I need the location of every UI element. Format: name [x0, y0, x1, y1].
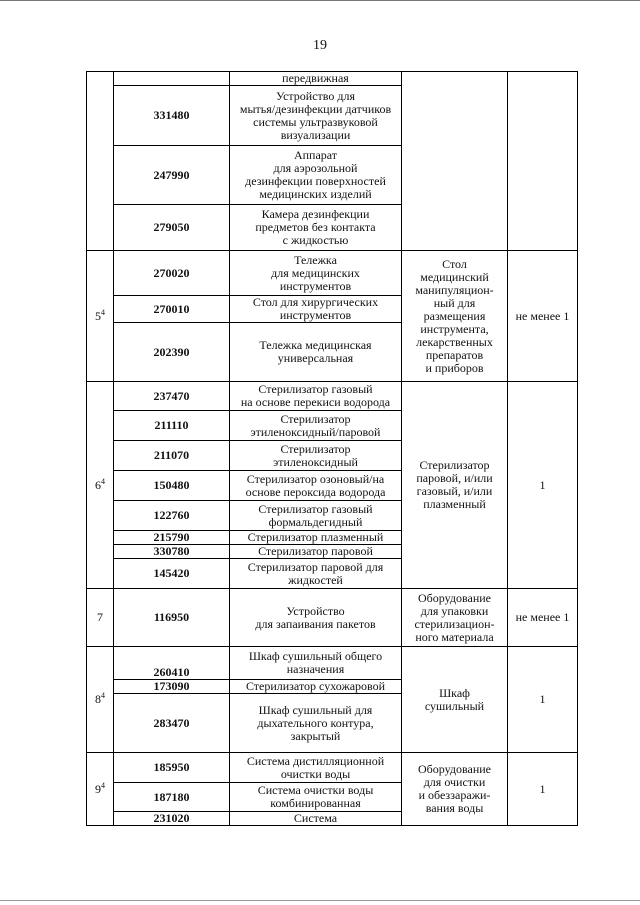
equipment-name	[230, 471, 402, 501]
quantity	[508, 72, 578, 251]
equipment-name-line: этиленоксидный	[273, 454, 358, 469]
table-row	[87, 251, 578, 296]
equipment-name	[230, 694, 402, 753]
equipment-name-line: Шкаф сушильный общего	[248, 649, 383, 663]
equipment-name-line: Стерилизатор газовый	[258, 501, 373, 516]
group-number: 7	[97, 610, 103, 624]
equipment-name-line: Стерилизатор озоновый/на	[246, 471, 385, 486]
equipment-code: 211070	[114, 441, 230, 471]
equipment-name-line: закрытый	[290, 728, 341, 743]
group-number: 6	[95, 477, 101, 492]
equipment-name-line: универсальная	[277, 351, 354, 365]
equipment-name-line: для медицинских	[271, 265, 360, 280]
equipment-code: 215790	[114, 531, 230, 545]
group-number-cell	[87, 72, 114, 251]
equipment-name-line: для аэрозольной	[273, 161, 358, 175]
equipment-code: 173090	[114, 680, 230, 694]
equipment-code: 150480	[114, 471, 230, 501]
footnote-mark: 4	[101, 307, 105, 317]
equipment-name	[230, 531, 402, 545]
equipment-name	[230, 545, 402, 559]
equipment-name-line: жидкостей	[288, 572, 343, 587]
equipment-code: 122760	[114, 501, 230, 531]
equipment-name-line: Стерилизатор	[280, 411, 351, 426]
equipment-name-line: основе пероксида водорода	[245, 484, 386, 499]
equipment-name-line: Система очистки воды	[257, 783, 374, 797]
group-number-cell	[87, 753, 114, 826]
equipment-name-line: комбинированная	[270, 796, 361, 810]
equipment-name	[230, 680, 402, 694]
quantity: не менее 1	[508, 251, 578, 382]
equipment-name-line: с жидкостью	[282, 233, 349, 247]
equipment-name-line: предметов без контакта	[255, 220, 376, 234]
equipment-name-line: Стерилизатор сухожаровой	[245, 679, 386, 693]
group-number-cell	[87, 382, 114, 589]
equipment-type-line: стерилизацион-	[414, 616, 495, 631]
group-number-cell	[87, 647, 114, 753]
equipment-name	[230, 411, 402, 441]
equipment-name-line: визуализации	[280, 127, 351, 142]
equipment-code: 283470	[114, 694, 230, 753]
quantity: 1	[508, 382, 578, 589]
equipment-name	[230, 296, 402, 323]
equipment-name	[230, 589, 402, 647]
equipment-code: 279050	[114, 205, 230, 251]
equipment-type	[402, 589, 508, 647]
equipment-name	[230, 323, 402, 382]
equipment-code: 185950	[114, 753, 230, 783]
group-number-cell	[87, 589, 114, 647]
equipment-code: 202390	[114, 323, 230, 382]
quantity: не менее 1	[508, 589, 578, 647]
equipment-name-line: дыхательного контура,	[257, 715, 374, 730]
equipment-name-line: системы ультразвуковой	[253, 114, 378, 129]
equipment-name	[230, 783, 402, 812]
group-number: 5	[95, 308, 101, 323]
equipment-name-line: мытья/дезинфекции датчиков	[239, 101, 392, 116]
equipment-code	[114, 72, 230, 86]
equipment-type-line: Оборудование	[418, 590, 491, 605]
equipment-name-line: передвижная	[282, 71, 349, 85]
equipment-name	[230, 251, 402, 296]
equipment-name-line: на основе перекиси водорода	[240, 395, 391, 409]
equipment-name-line: назначения	[286, 662, 345, 676]
equipment-name-line: Система дистилляционной	[246, 753, 385, 768]
equipment-type-line: манипуляцион-	[415, 282, 494, 297]
footnote-mark: 4	[101, 476, 105, 486]
equipment-type-line: сушильный	[424, 698, 485, 713]
equipment-type-line: Оборудование	[418, 762, 491, 776]
equipment-name-line: Устройство для	[276, 88, 355, 103]
equipment-type-line: размещения	[423, 308, 486, 323]
equipment-name	[230, 86, 402, 146]
equipment-name-line: этиленоксидный/паровой	[250, 424, 381, 439]
equipment-type-line: для упаковки	[420, 603, 489, 618]
equipment-type	[402, 753, 508, 826]
equipment-name-line: Стерилизатор плазменный	[247, 530, 384, 544]
group-number: 8	[95, 692, 101, 706]
equipment-name-line: очистки воды	[280, 766, 351, 781]
equipment-name	[230, 812, 402, 826]
equipment-name	[230, 72, 402, 86]
equipment-type-line: ного материала	[415, 629, 494, 644]
equipment-type	[402, 72, 508, 251]
equipment-name-line: инструментов	[279, 308, 352, 322]
group-number-cell	[87, 251, 114, 382]
equipment-type-line: для очистки	[423, 775, 486, 789]
equipment-name-line: дезинфекции поверхностей	[245, 174, 386, 188]
equipment-name-line: Тележка	[294, 252, 337, 267]
equipment-code: 187180	[114, 783, 230, 812]
group-number: 9	[95, 781, 101, 796]
table-row	[87, 589, 578, 647]
equipment-type-line: ный для	[433, 295, 476, 310]
equipment-type-line: паровой, и/или	[416, 471, 493, 485]
equipment-type-line: вания воды	[425, 801, 484, 815]
equipment-type-line: Стерилизатор	[419, 458, 490, 472]
equipment-name-line: Стерилизатор	[280, 441, 351, 456]
equipment-name-line: инструментов	[279, 278, 352, 293]
page-bottom-edge	[0, 900, 640, 901]
table-row	[87, 647, 578, 680]
equipment-name-line: Система	[293, 811, 338, 825]
equipment-type	[402, 251, 508, 382]
equipment-code: 237470	[114, 382, 230, 411]
equipment-table	[86, 71, 578, 826]
equipment-code: 331480	[114, 86, 230, 146]
equipment-name	[230, 753, 402, 783]
equipment-name-line: Устройство	[286, 603, 345, 618]
equipment-code: 247990	[114, 146, 230, 205]
equipment-code: 231020	[114, 812, 230, 826]
quantity: 1	[508, 753, 578, 826]
equipment-name-line: Камера дезинфекции	[261, 207, 370, 221]
equipment-code: 145420	[114, 559, 230, 589]
equipment-type-line: лекарственных	[416, 334, 493, 349]
equipment-name-line: Стерилизатор газовый	[258, 382, 373, 396]
table-row	[87, 753, 578, 783]
equipment-name	[230, 382, 402, 411]
equipment-type-line: плазменный	[423, 497, 486, 511]
equipment-type-line: препаратов	[425, 347, 484, 362]
equipment-type-line: Стол	[442, 256, 467, 271]
equipment-code: 211110	[114, 411, 230, 441]
table-row	[87, 72, 578, 86]
quantity: 1	[508, 647, 578, 753]
equipment-type	[402, 647, 508, 753]
equipment-name-line: Стерилизатор паровой	[258, 544, 373, 558]
equipment-type-line: и приборов	[425, 360, 484, 375]
equipment-name	[230, 559, 402, 589]
equipment-name-line: Стерилизатор паровой для	[247, 559, 384, 574]
equipment-name-line: Тележка медицинская	[259, 338, 372, 352]
equipment-name	[230, 146, 402, 205]
equipment-code: 260410	[114, 647, 230, 680]
equipment-code: 270020	[114, 251, 230, 296]
footnote-mark: 4	[101, 780, 105, 790]
equipment-type-line: газовый, и/или	[416, 484, 493, 498]
table-row	[87, 382, 578, 411]
equipment-code: 270010	[114, 296, 230, 323]
equipment-name-line: Шкаф сушильный для	[258, 702, 373, 717]
page-top-edge	[0, 0, 640, 1]
equipment-code: 116950	[114, 589, 230, 647]
footnote-mark: 4	[101, 691, 105, 700]
equipment-type-line: и обеззаражи-	[418, 788, 491, 802]
equipment-name-line: формальдегидный	[268, 514, 363, 529]
equipment-type-line: медицинский	[420, 269, 489, 284]
equipment-name	[230, 501, 402, 531]
equipment-type-line: инструмента,	[420, 321, 489, 336]
equipment-name-line: Аппарат	[293, 148, 338, 162]
equipment-name-line: для запаивания пакетов	[255, 616, 376, 631]
equipment-name-line: Стол для хирургических	[252, 295, 379, 309]
equipment-name	[230, 441, 402, 471]
equipment-code: 330780	[114, 545, 230, 559]
equipment-name-line: медицинских изделий	[259, 187, 372, 201]
equipment-name	[230, 647, 402, 680]
equipment-name	[230, 205, 402, 251]
page-number: 19	[313, 38, 327, 53]
equipment-type-line: Шкаф	[439, 685, 470, 700]
equipment-type	[402, 382, 508, 589]
